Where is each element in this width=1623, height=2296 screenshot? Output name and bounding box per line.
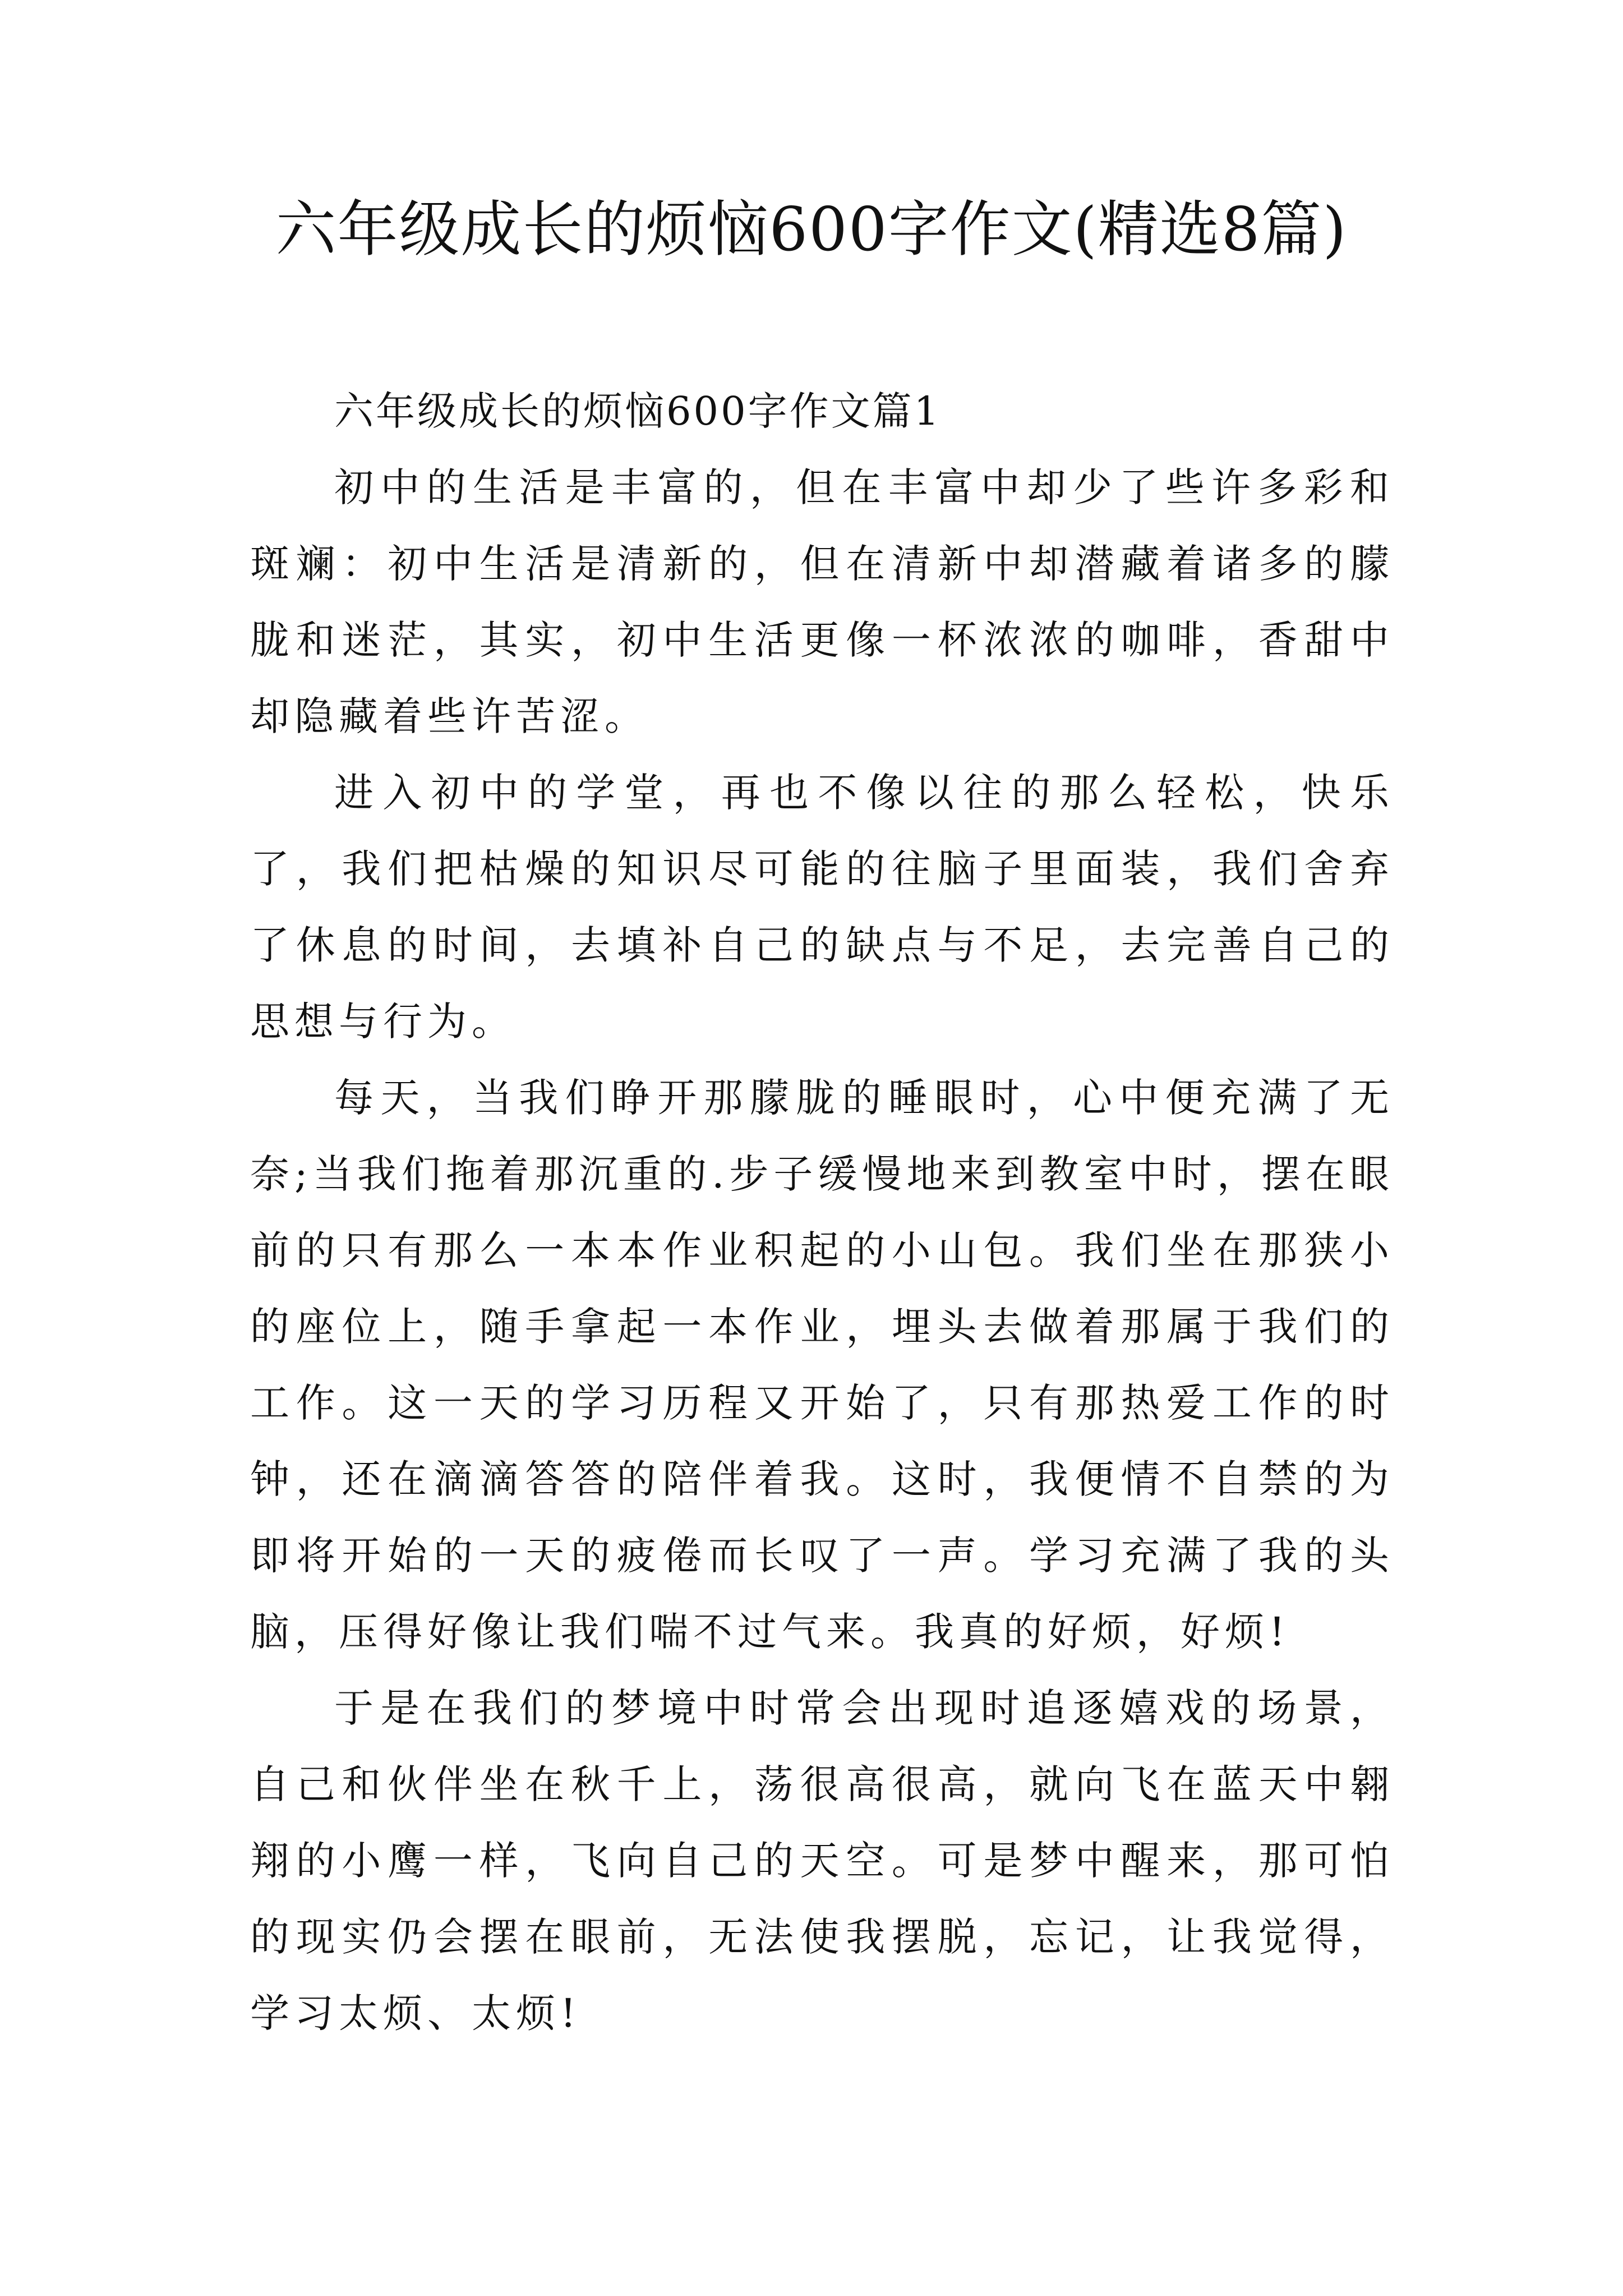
section-heading: 六年级成长的烦恼600字作文篇1	[334, 388, 942, 434]
paragraph-2: 进入初中的学堂，再也不像以往的那么轻松，快乐了，我们把枯燥的知识尽可能的往脑子里面装，我们舍弃了休息的时间，去填补自己的缺点与不足，去完善自己的思想与行为。	[250, 770, 1394, 1045]
document-title: 六年级成长的烦恼600字作文(精选8篇)	[275, 195, 1348, 265]
paragraph-1: 初中的生活是丰富的，但在丰富中却少了些许多彩和斑斓：初中生活是清新的，但在清新中却潜藏着诸多的朦胧和迷茫，其实，初中生活更像一杯浓浓的咖啡，香甜中却隐藏着些许苦涩。	[250, 464, 1394, 739]
paragraph-3: 每天，当我们睁开那朦胧的睡眼时，心中便充满了无奈;当我们拖着那沉重的.步子缓慢地来到教室中时，摆在眼前的只有那么一本本作业积起的小山包。我们坐在那狭小的座位上，随手拿起一本作业，埋头去做着那属于我们的工作。这一天的学习历程又开始了，只有那热爱工作的时钟，还在滴滴答答的陪伴着我。这时，我便情不自禁的为即将开始的一天的疲倦而长叹了一声。学习充满了我的头脑，压得好像让我们喘不过气来。我真的好烦，好烦!	[250, 1075, 1394, 1655]
document-body	[250, 373, 1394, 2051]
paragraph-4: 于是在我们的梦境中时常会出现时追逐嬉戏的场景，自己和伙伴坐在秋千上，荡很高很高，就向飞在蓝天中翱翔的小鹰一样，飞向自己的天空。可是梦中醒来，那可怕的现实仍会摆在眼前，无法使我摆脱，忘记，让我觉得，学习太烦、太烦!	[250, 1685, 1394, 2036]
